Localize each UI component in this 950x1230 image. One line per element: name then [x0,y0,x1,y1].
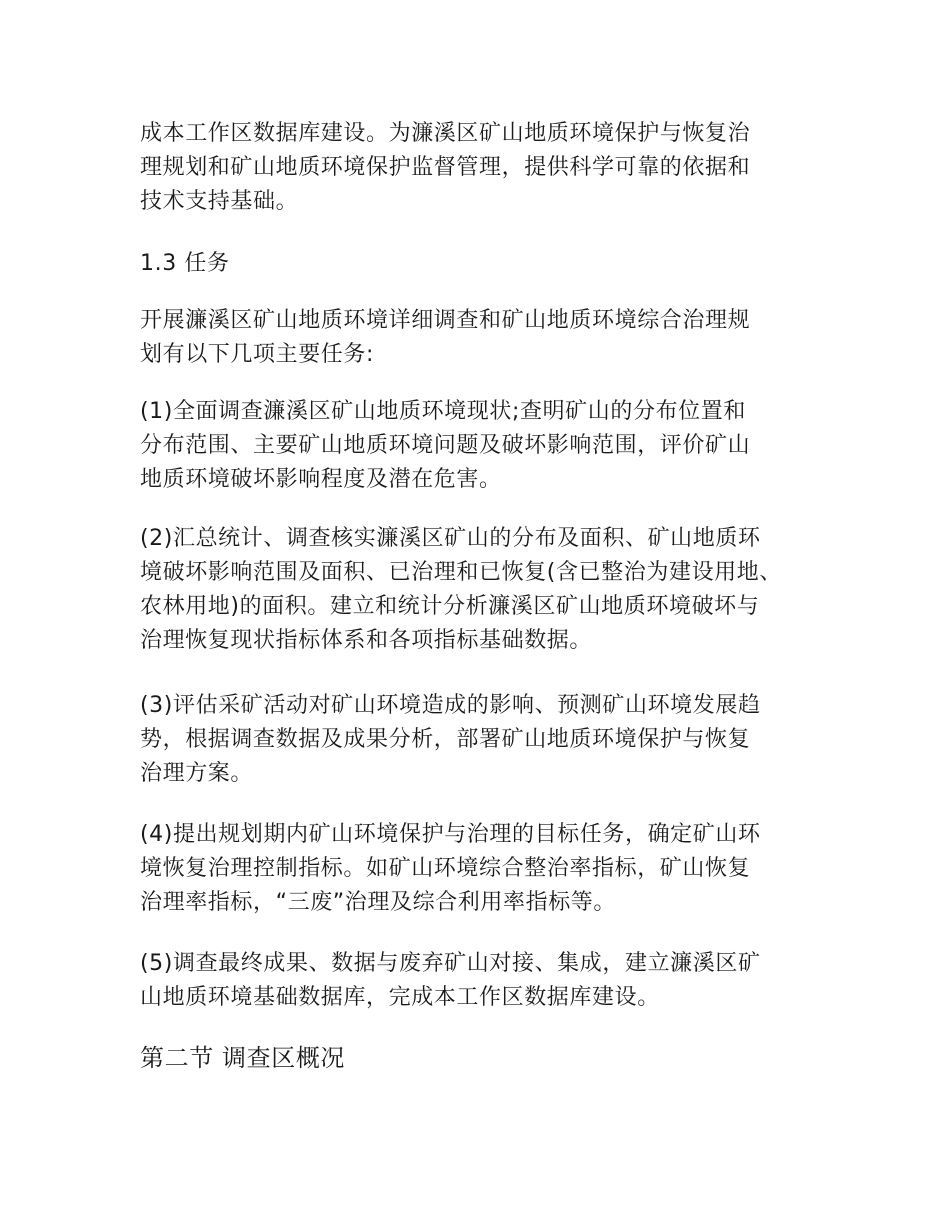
heading-text: 第二节 调查区概况 [140,1044,346,1072]
text-line: (2)汇总统计、调查核实濂溪区矿山的分布及面积、矿山地质环 [140,526,761,551]
intro-continuation-paragraph [140,117,820,219]
text-line: 农林用地)的面积。建立和统计分析濂溪区矿山地质环境破坏与 [140,594,760,619]
task-1-paragraph [140,395,820,497]
text-line: 境破坏影响范围及面积、已治理和已恢复(含已整治为建设用地、 [140,560,782,585]
text-line: 治理率指标，“三废”治理及综合利用率指标等。 [140,890,616,915]
text-line: (3)评估采矿活动对矿山环境造成的影响、预测矿山环境发展趋 [140,693,761,718]
section-2-title [140,1041,820,1075]
text-line: 势，根据调查数据及成果分析，部署矿山地质环境保护与恢复 [140,727,751,752]
heading-1-3 [140,247,820,281]
text-line: 地质环境破坏影响程度及潜在危害。 [140,467,502,492]
tasks-intro-paragraph [140,304,820,372]
task-3-paragraph [140,689,820,791]
text-line: 划有以下几项主要任务: [140,342,375,367]
text-line: 山地质环境基础数据库，完成本工作区数据库建设。 [140,985,660,1010]
text-line: 成本工作区数据库建设。为濂溪区矿山地质环境保护与恢复治 [140,121,751,146]
text-line: 技术支持基础。 [140,189,299,214]
text-line: 境恢复治理控制指标。如矿山环境综合整治率指标，矿山恢复 [140,856,751,881]
text-line: (5)调查最终成果、数据与废弃矿山对接、集成，建立濂溪区矿 [140,951,761,976]
heading-text: 1.3 任务 [140,251,230,276]
text-line: (1)全面调查濂溪区矿山地质环境现状;查明矿山的分布位置和 [140,399,746,424]
text-line: 治理恢复现状指标体系和各项指标基础数据。 [140,628,593,653]
text-line: 治理方案。 [140,761,254,786]
text-line: 分布范围、主要矿山地质环境问题及破坏影响范围，评价矿山 [140,433,751,458]
task-5-paragraph [140,947,820,1015]
task-2-paragraph [140,522,820,658]
text-line: (4)提出规划期内矿山环境保护与治理的目标任务，确定矿山环 [140,822,761,847]
text-line: 理规划和矿山地质环境保护监督管理，提供科学可靠的依据和 [140,155,751,180]
task-4-paragraph [140,818,820,920]
text-line: 开展濂溪区矿山地质环境详细调查和矿山地质环境综合治理规 [140,308,751,333]
